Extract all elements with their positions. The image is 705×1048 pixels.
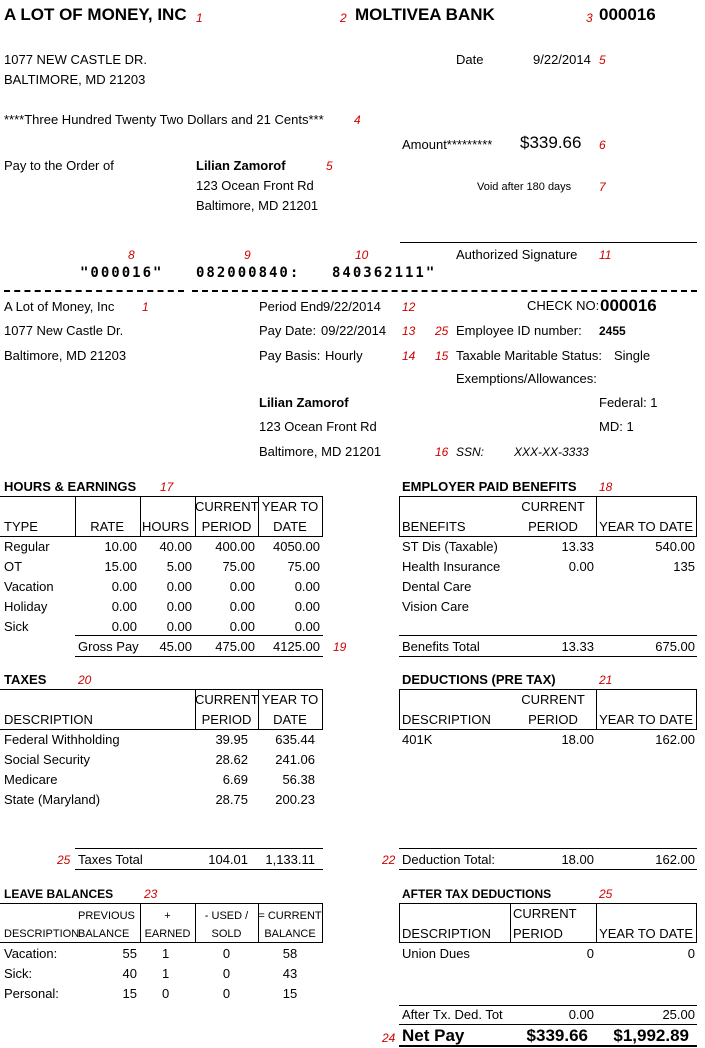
leave-title: LEAVE BALANCES bbox=[4, 887, 114, 901]
marker-1b: 1 bbox=[142, 300, 149, 314]
payee-address2: Baltimore, MD 21201 bbox=[196, 198, 319, 213]
tax-description: Medicare bbox=[4, 772, 58, 787]
benefits-header-bottom bbox=[399, 536, 697, 537]
deductions-header-description: DESCRIPTION bbox=[402, 712, 491, 727]
marker-8: 8 bbox=[128, 248, 135, 262]
tax-ytd: 56.38 bbox=[282, 772, 315, 787]
pay-date-label: Pay Date: bbox=[259, 323, 317, 338]
leave-description: Vacation: bbox=[4, 946, 58, 961]
taxes-col-line bbox=[322, 689, 323, 729]
marker-5b: 5 bbox=[326, 159, 333, 173]
after-tax-table-top bbox=[399, 903, 697, 904]
check-no-label: CHECK NO: bbox=[527, 298, 600, 313]
micr-account: 840362111" bbox=[332, 265, 437, 281]
after-tax-description: Union Dues bbox=[402, 946, 470, 961]
tax-current: 6.69 bbox=[222, 772, 248, 787]
marker-4: 4 bbox=[354, 113, 361, 127]
benefits-table-top bbox=[399, 496, 697, 497]
marker-19: 19 bbox=[333, 640, 347, 654]
net-pay-top-line bbox=[399, 1024, 697, 1025]
company-address-line2: BALTIMORE, MD 21203 bbox=[4, 72, 146, 87]
hours-current: 0.00 bbox=[229, 579, 255, 594]
tax-current: 28.62 bbox=[215, 752, 248, 767]
taxes-total-current: 104.01 bbox=[208, 852, 248, 867]
date-label: Date bbox=[456, 52, 484, 67]
after-tax-col-line bbox=[510, 903, 511, 942]
marker-25c: 25 bbox=[599, 887, 613, 901]
hours-rate: 0.00 bbox=[111, 619, 137, 634]
company-address-line1: 1077 NEW CASTLE DR. bbox=[4, 52, 148, 67]
marker-13: 13 bbox=[402, 324, 416, 338]
benefit-ytd: 540.00 bbox=[655, 539, 695, 554]
leave-header-balance: BALANCE bbox=[78, 928, 130, 940]
micr-routing: 082000840: bbox=[196, 265, 301, 281]
payee-address1: 123 Ocean Front Rd bbox=[196, 178, 314, 193]
deductions-total-label: Deduction Total: bbox=[402, 852, 495, 867]
leave-used: 0 bbox=[222, 946, 231, 961]
marker-14: 14 bbox=[402, 349, 416, 363]
amount-value: $339.66 bbox=[520, 133, 582, 152]
deductions-header-ytd: YEAR TO DATE bbox=[599, 712, 693, 727]
benefits-header-benefits: BENEFITS bbox=[402, 519, 466, 534]
after-tax-header-bottom bbox=[399, 942, 697, 943]
stub-address1: 1077 New Castle Dr. bbox=[4, 323, 124, 338]
deduction-ytd: 162.00 bbox=[655, 732, 695, 747]
leave-previous: 55 bbox=[122, 946, 137, 961]
taxes-header-date: DATE bbox=[273, 712, 307, 727]
hours-col-line bbox=[322, 496, 323, 536]
after-tax-total-label: After Tx. Ded. Tot bbox=[402, 1007, 503, 1022]
benefits-title: EMPLOYER PAID BENEFITS bbox=[402, 479, 577, 494]
hours-hours: 0.00 bbox=[166, 619, 192, 634]
benefits-header-ytd: YEAR TO DATE bbox=[599, 519, 693, 534]
ssn-label: SSN: bbox=[456, 445, 485, 459]
stub-employee-address2: Baltimore, MD 21201 bbox=[259, 444, 382, 459]
benefits-header-period: PERIOD bbox=[528, 519, 578, 534]
deductions-col-line bbox=[696, 689, 697, 729]
period-end-label: Period End bbox=[259, 299, 323, 314]
gross-ytd: 4125.00 bbox=[273, 639, 320, 654]
deduction-description: 401K bbox=[402, 732, 433, 747]
marital-status-value: Single bbox=[614, 348, 651, 363]
leave-current: 58 bbox=[282, 946, 298, 961]
after-tax-current: 0 bbox=[586, 946, 594, 961]
marker-16: 16 bbox=[435, 445, 449, 459]
tax-ytd: 200.23 bbox=[275, 792, 315, 807]
taxes-table-top bbox=[0, 689, 323, 690]
deductions-header-bottom bbox=[399, 729, 697, 730]
hours-current: 400.00 bbox=[215, 539, 255, 554]
marker-7: 7 bbox=[599, 180, 606, 194]
hours-ytd: 75.00 bbox=[287, 559, 320, 574]
amount-label: Amount********* bbox=[402, 137, 493, 152]
benefit-current: 0.00 bbox=[568, 559, 594, 574]
marker-17: 17 bbox=[160, 480, 174, 494]
hours-title: HOURS & EARNINGS bbox=[4, 479, 137, 494]
leave-header-used: - USED / bbox=[204, 910, 249, 922]
benefit-name: Vision Care bbox=[402, 599, 469, 614]
leave-earned: 0 bbox=[162, 986, 170, 1001]
marker-25a: 25 bbox=[435, 324, 449, 338]
taxes-total-label: Taxes Total bbox=[78, 852, 143, 867]
leave-header-current-balance: BALANCE bbox=[264, 928, 316, 940]
leave-header-plus: + bbox=[164, 910, 171, 922]
deductions-table-top bbox=[399, 689, 697, 690]
signature-label: Authorized Signature bbox=[456, 247, 578, 262]
leave-description: Personal: bbox=[4, 986, 59, 1001]
deduction-current: 18.00 bbox=[561, 732, 594, 747]
pay-to-label: Pay to the Order of bbox=[4, 158, 114, 173]
hours-ytd: 0.00 bbox=[294, 579, 320, 594]
pay-basis-label: Pay Basis: bbox=[259, 348, 321, 363]
marker-12: 12 bbox=[402, 300, 416, 314]
deductions-header-period: PERIOD bbox=[528, 712, 578, 727]
taxes-header-year-to: YEAR TO bbox=[261, 692, 319, 707]
marker-9: 9 bbox=[244, 248, 251, 262]
deductions-header-current: CURRENT bbox=[521, 692, 585, 707]
after-tax-col-line bbox=[399, 903, 400, 942]
hours-header-period: PERIOD bbox=[201, 519, 252, 534]
marker-3: 3 bbox=[586, 11, 593, 25]
stub-employee-address1: 123 Ocean Front Rd bbox=[259, 419, 377, 434]
after-tax-header-ytd: YEAR TO DATE bbox=[599, 926, 693, 941]
gross-pay-label: Gross Pay bbox=[78, 639, 139, 654]
hours-current: 0.00 bbox=[229, 599, 255, 614]
net-pay-label: Net Pay bbox=[402, 1026, 465, 1045]
marker-22: 22 bbox=[382, 853, 396, 867]
leave-header-current: = CURRENT bbox=[258, 910, 322, 922]
tax-description: State (Maryland) bbox=[4, 792, 101, 807]
leave-used: 0 bbox=[222, 966, 231, 981]
after-tax-header-description: DESCRIPTION bbox=[402, 926, 491, 941]
signature-line bbox=[400, 242, 697, 243]
after-tax-col-line bbox=[696, 903, 697, 942]
hours-rate: 10.00 bbox=[104, 539, 137, 554]
hours-ytd: 4050.00 bbox=[273, 539, 320, 554]
net-pay-ytd: $1,992.89 bbox=[613, 1026, 689, 1045]
ssn-value: XXX-XX-3333 bbox=[514, 445, 589, 459]
taxes-total-top bbox=[75, 848, 323, 849]
payee-name: Lilian Zamorof bbox=[196, 158, 286, 173]
tax-description: Social Security bbox=[4, 752, 90, 767]
tax-description: Federal Withholding bbox=[4, 732, 120, 747]
hours-type: Regular bbox=[4, 539, 50, 554]
after-tax-total-ytd: 25.00 bbox=[662, 1007, 695, 1022]
after-tax-title: AFTER TAX DEDUCTIONS bbox=[402, 887, 552, 901]
benefits-total-current: 13.33 bbox=[561, 639, 594, 654]
deductions-total-current: 18.00 bbox=[561, 852, 594, 867]
hours-rate: 0.00 bbox=[111, 599, 137, 614]
benefits-total-ytd: 675.00 bbox=[655, 639, 695, 654]
leave-col-line bbox=[322, 903, 323, 942]
tax-ytd: 635.44 bbox=[275, 732, 315, 747]
period-end-value: 9/22/2014 bbox=[323, 299, 381, 314]
hours-hours: 5.00 bbox=[166, 559, 192, 574]
deductions-col-line bbox=[399, 689, 400, 729]
after-tax-total-top bbox=[399, 1005, 697, 1006]
tax-current: 39.95 bbox=[215, 732, 248, 747]
stub-employee-name: Lilian Zamorof bbox=[259, 395, 349, 410]
hours-header-current: CURRENT bbox=[195, 499, 259, 514]
leave-used: 0 bbox=[222, 986, 231, 1001]
hours-header-rate: RATE bbox=[90, 519, 124, 534]
marital-status-label: Taxable Maritable Status: bbox=[456, 348, 602, 363]
leave-earned: 1 bbox=[162, 946, 170, 961]
leave-header-earned: EARNED bbox=[144, 928, 191, 940]
hours-hours: 0.00 bbox=[166, 599, 192, 614]
after-tax-total-current: 0.00 bbox=[568, 1007, 594, 1022]
pay-basis-value: Hourly bbox=[325, 348, 363, 363]
after-tax-ytd: 0 bbox=[687, 946, 695, 961]
hours-hours: 0.00 bbox=[166, 579, 192, 594]
leave-header-previous: PREVIOUS bbox=[78, 910, 135, 922]
marker-21: 21 bbox=[599, 673, 613, 687]
marker-18: 18 bbox=[599, 480, 613, 494]
hours-rate: 15.00 bbox=[104, 559, 137, 574]
leave-table-top bbox=[0, 903, 323, 904]
hours-header-bottom bbox=[0, 536, 323, 537]
leave-previous: 40 bbox=[122, 966, 137, 981]
void-text: Void after 180 days bbox=[477, 181, 572, 193]
marker-11: 11 bbox=[599, 248, 612, 262]
hours-type: Holiday bbox=[4, 599, 48, 614]
hours-table-top bbox=[0, 496, 323, 497]
benefit-name: Dental Care bbox=[402, 579, 472, 594]
hours-header-date: DATE bbox=[273, 519, 307, 534]
benefits-col-line bbox=[696, 496, 697, 536]
perforation-left bbox=[4, 290, 184, 292]
deductions-total-bottom bbox=[399, 869, 697, 870]
benefits-col-line bbox=[399, 496, 400, 536]
hours-type: Sick bbox=[4, 619, 29, 634]
taxes-header-bottom bbox=[0, 729, 323, 730]
hours-ytd: 0.00 bbox=[294, 599, 320, 614]
taxes-header-current: CURRENT bbox=[195, 692, 259, 707]
date-value: 9/22/2014 bbox=[533, 52, 591, 67]
leave-earned: 1 bbox=[162, 966, 170, 981]
hours-type: Vacation bbox=[4, 579, 54, 594]
gross-bottom-line bbox=[75, 656, 323, 657]
net-pay-current: $339.66 bbox=[526, 1026, 588, 1045]
taxes-title: TAXES bbox=[4, 672, 47, 687]
marker-6: 6 bbox=[599, 138, 606, 152]
hours-hours: 40.00 bbox=[159, 539, 192, 554]
md-allowance: MD: 1 bbox=[599, 419, 634, 434]
marker-1: 1 bbox=[196, 11, 203, 25]
marker-5: 5 bbox=[599, 53, 606, 67]
company-name: A LOT OF MONEY, INC bbox=[4, 5, 187, 24]
marker-15: 15 bbox=[435, 349, 449, 363]
exemptions-label: Exemptions/Allowances: bbox=[456, 371, 597, 386]
after-tax-header-current: CURRENT bbox=[513, 906, 577, 921]
employee-id-value: 2455 bbox=[599, 324, 626, 338]
leave-header-bottom bbox=[0, 942, 323, 943]
taxes-header-description: DESCRIPTION bbox=[4, 712, 93, 727]
deductions-total-ytd: 162.00 bbox=[655, 852, 695, 867]
benefit-ytd: 135 bbox=[673, 559, 695, 574]
stub-address2: Baltimore, MD 21203 bbox=[4, 348, 127, 363]
marker-10: 10 bbox=[355, 248, 369, 262]
marker-24: 24 bbox=[382, 1031, 396, 1045]
hours-header-hours: HOURS bbox=[142, 519, 189, 534]
stub-company-name: A Lot of Money, Inc bbox=[4, 299, 115, 314]
benefit-current: 13.33 bbox=[561, 539, 594, 554]
federal-allowance: Federal: 1 bbox=[599, 395, 658, 410]
leave-header-description: DESCRIPTION bbox=[4, 928, 80, 940]
tax-ytd: 241.06 bbox=[275, 752, 315, 767]
check-number: 000016 bbox=[599, 5, 656, 24]
tax-current: 28.75 bbox=[215, 792, 248, 807]
marker-20: 20 bbox=[78, 673, 92, 687]
check-no-value: 000016 bbox=[600, 296, 657, 315]
hours-header-year-to: YEAR TO bbox=[261, 499, 319, 514]
hours-rate: 0.00 bbox=[111, 579, 137, 594]
benefits-total-top bbox=[399, 635, 697, 636]
deductions-total-top bbox=[399, 848, 697, 849]
hours-type: OT bbox=[4, 559, 23, 574]
net-pay-bottom-line bbox=[399, 1045, 697, 1047]
bank-name: MOLTIVEA BANK bbox=[355, 5, 495, 24]
benefits-header-current: CURRENT bbox=[521, 499, 585, 514]
marker-2: 2 bbox=[340, 11, 347, 25]
after-tax-header-period: PERIOD bbox=[513, 926, 563, 941]
benefits-total-bottom bbox=[399, 656, 697, 657]
hours-ytd: 0.00 bbox=[294, 619, 320, 634]
benefits-total-label: Benefits Total bbox=[402, 639, 480, 654]
taxes-total-bottom bbox=[75, 869, 323, 870]
marker-23: 23 bbox=[144, 887, 158, 901]
gross-hours: 45.00 bbox=[159, 639, 192, 654]
deductions-title: DEDUCTIONS (PRE TAX) bbox=[402, 672, 556, 687]
leave-header-sold: SOLD bbox=[211, 928, 242, 940]
taxes-total-ytd: 1,133.11 bbox=[265, 852, 315, 867]
leave-previous: 15 bbox=[122, 986, 137, 1001]
benefit-name: Health Insurance bbox=[402, 559, 501, 574]
taxes-header-period: PERIOD bbox=[201, 712, 252, 727]
hours-current: 0.00 bbox=[229, 619, 255, 634]
benefit-name: ST Dis (Taxable) bbox=[402, 539, 498, 554]
micr-check-number: "000016" bbox=[80, 265, 164, 281]
perforation-right bbox=[192, 290, 697, 292]
pay-date-value: 09/22/2014 bbox=[321, 323, 387, 338]
hours-header-type: TYPE bbox=[4, 519, 38, 534]
gross-current: 475.00 bbox=[215, 639, 255, 654]
marker-25b: 25 bbox=[57, 853, 71, 867]
leave-current: 43 bbox=[282, 966, 298, 981]
amount-words: ****Three Hundred Twenty Two Dollars and 21 Cents*** bbox=[4, 112, 324, 127]
gross-top-line bbox=[75, 635, 323, 636]
employee-id-label: Employee ID number: bbox=[456, 323, 582, 338]
leave-current: 15 bbox=[282, 986, 298, 1001]
hours-current: 75.00 bbox=[222, 559, 255, 574]
leave-description: Sick: bbox=[4, 966, 33, 981]
